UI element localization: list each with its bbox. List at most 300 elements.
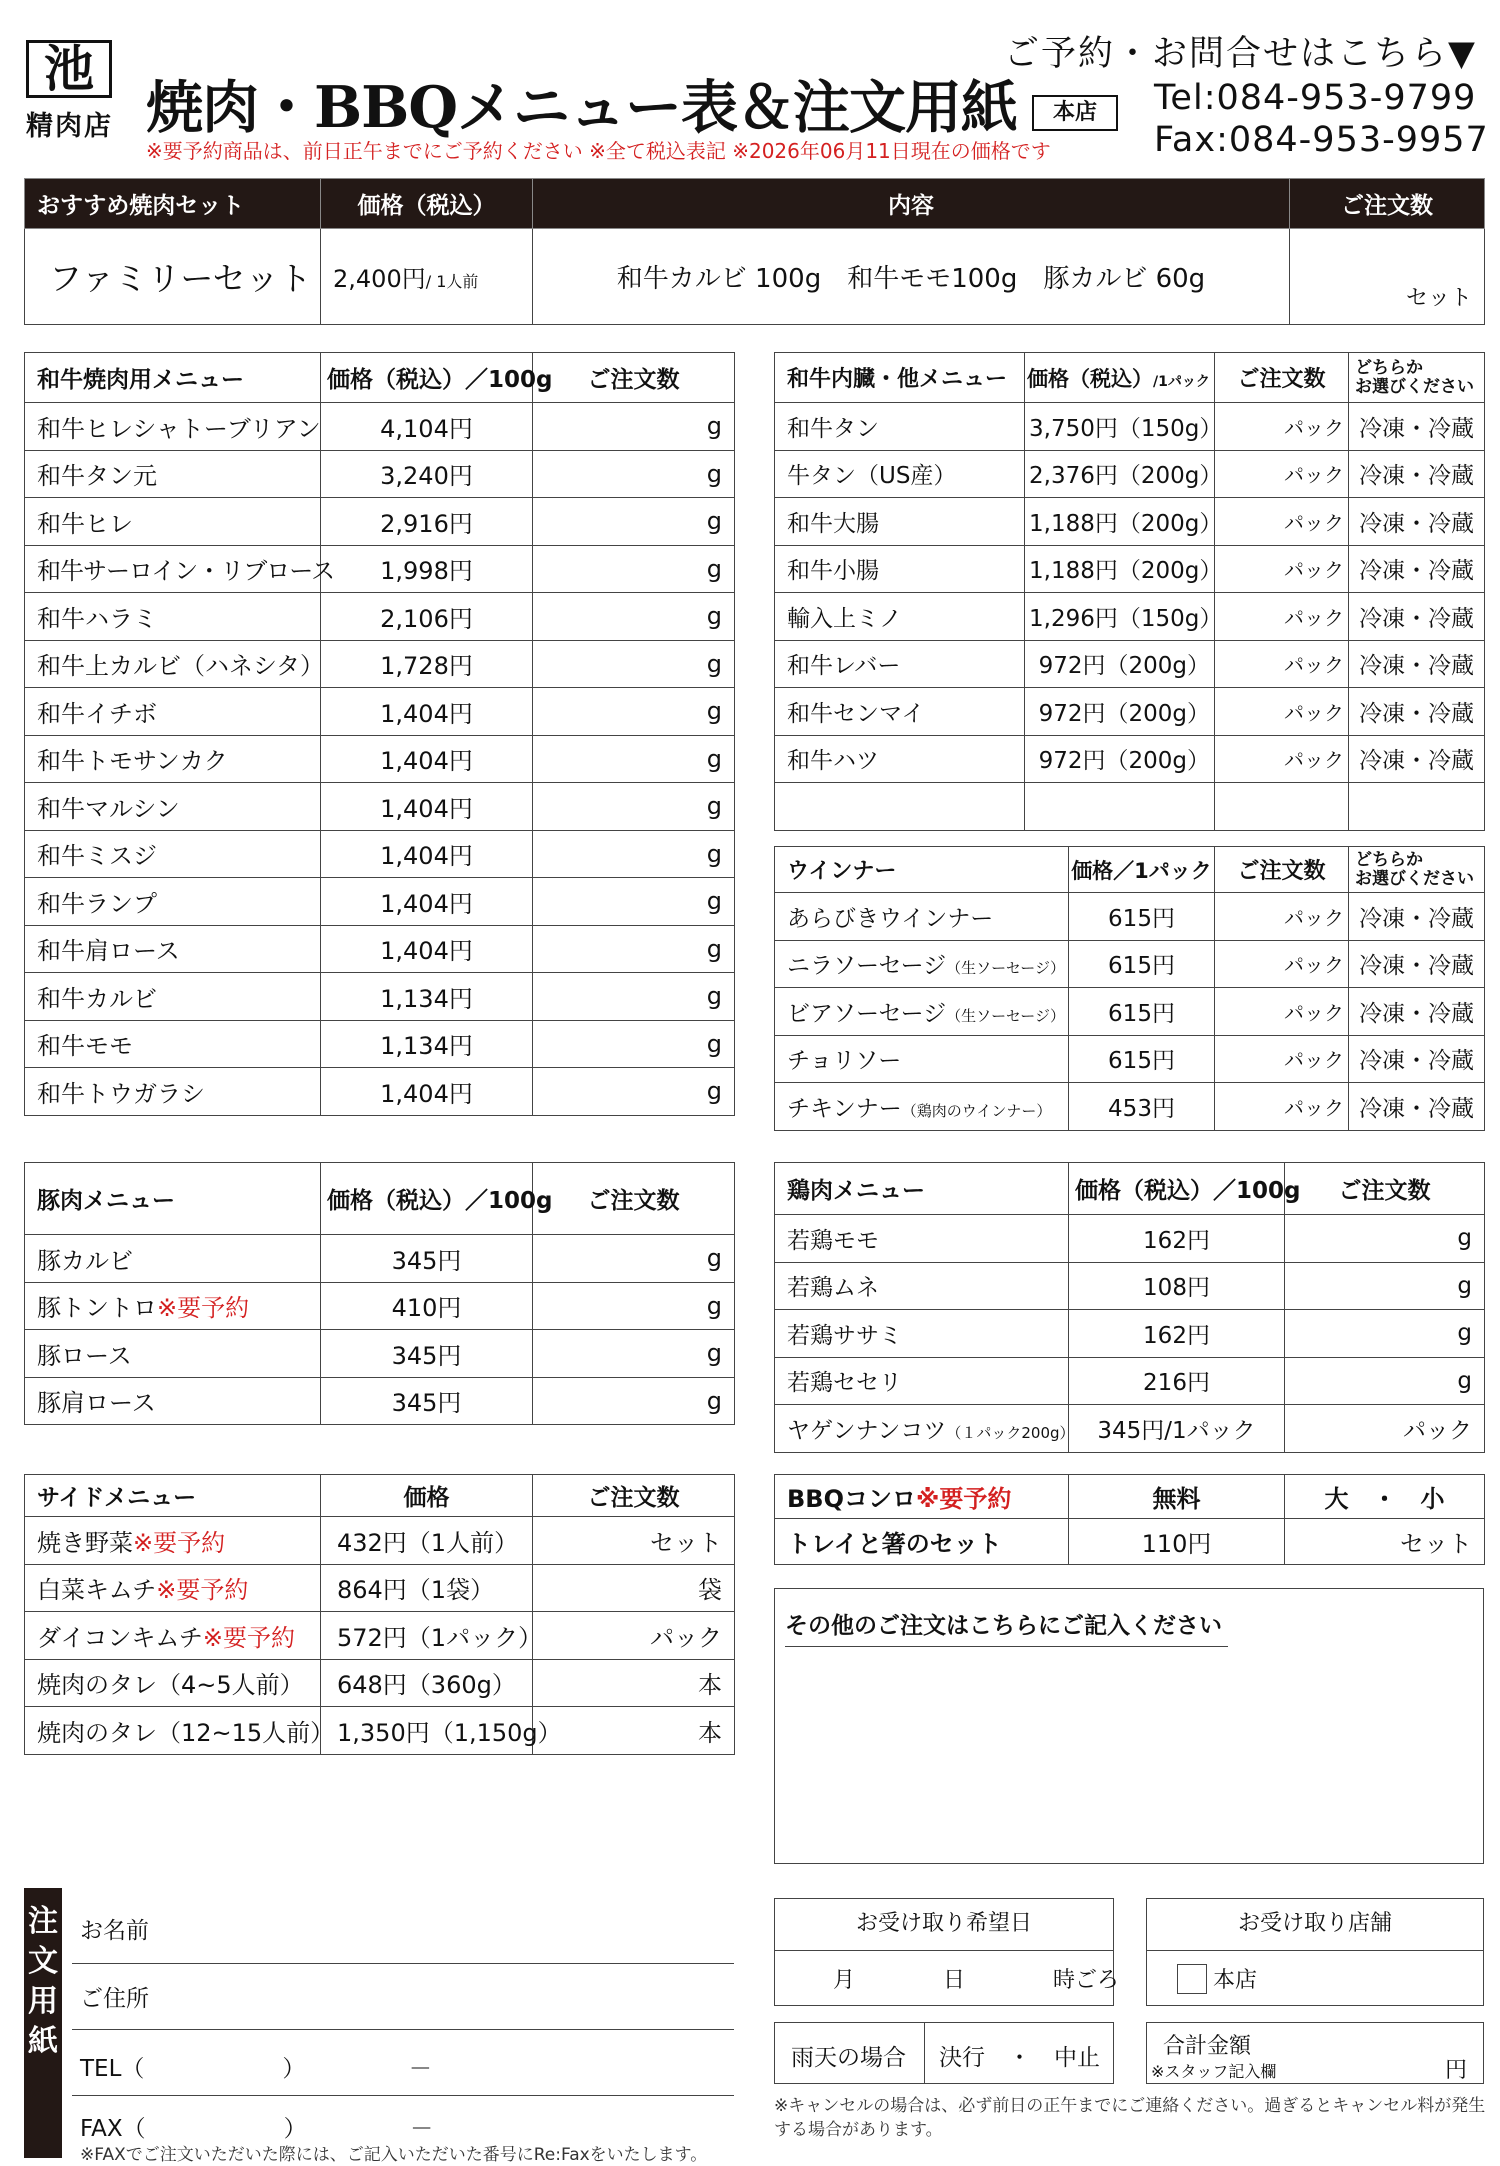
qty-input[interactable]: g [533,1235,735,1283]
item-price: 1,188円（200g） [1025,498,1215,546]
qty-input[interactable]: 袋 [533,1564,735,1612]
table-row [25,1020,735,1068]
item-name: チョリソー [787,1048,902,1075]
qty-input[interactable]: g [1285,1215,1485,1263]
qty-input[interactable]: g [533,925,735,973]
qty-input[interactable]: パック [1215,593,1349,641]
bbq-table [774,1474,1485,1565]
address-label: ご住所 [80,1986,149,2012]
pork-header-qty: ご注文数 [533,1163,735,1235]
table-row [775,545,1485,593]
item-price: 648円（360g） [321,1659,533,1707]
item-name: 輸入上ミノ [775,593,1025,641]
item-name: 和牛小腸 [775,545,1025,593]
store-logo [26,40,112,98]
side-header-name: サイドメニュー [25,1475,321,1517]
item-price: 1,404円 [321,688,533,736]
qty-input[interactable]: パック [1285,1405,1485,1453]
item-name-cell [775,1310,1069,1358]
pork-header-price: 価格（税込）／100g [321,1163,533,1235]
item-price: 615円 [1069,988,1215,1036]
table-row [25,593,735,641]
frozen-chilled-choice[interactable]: 冷凍・冷蔵 [1349,988,1485,1036]
item-price: 615円 [1069,1035,1215,1083]
frozen-chilled-choice[interactable]: 冷凍・冷蔵 [1349,940,1485,988]
set-header-price: 価格（税込） [321,179,533,229]
tel-number: Tel:084-953-9799 [1154,78,1477,118]
item-price: 615円 [1069,940,1215,988]
pork-header-name: 豚肉メニュー [25,1163,321,1235]
table-row [775,1357,1485,1405]
table-row [25,498,735,546]
wagyu-header-qty: ご注文数 [533,353,735,403]
side-header-qty: ご注文数 [533,1475,735,1517]
item-name-cell [25,1564,321,1612]
pickup-store-title: お受け取り店舗 [1147,1899,1483,1951]
table-row [775,1035,1485,1083]
item-price: 1,134円 [321,973,533,1021]
qty-input[interactable]: g [1285,1357,1485,1405]
table-row [25,830,735,878]
qty-input[interactable]: g [533,403,735,451]
table-row [25,640,735,688]
qty-input[interactable]: パック [1215,1035,1349,1083]
table-row [25,403,735,451]
table-row [25,878,735,926]
qty-input[interactable]: g [533,783,735,831]
item-name: 焼肉のタレ（4~5人前） [37,1671,304,1700]
side-label-char: 文 [28,1944,58,1979]
item-name: チキンナー [787,1095,902,1122]
chicken-table [774,1162,1485,1453]
item-note: （生ソーセージ） [946,1006,1065,1025]
item-name: 和牛モモ [25,1020,321,1068]
tray-price: 110円 [1069,1519,1285,1565]
item-price: 1,404円 [321,830,533,878]
total-unit: 円 [1444,2058,1467,2083]
pickup-date-box [774,1898,1120,2006]
item-price: 453円 [1069,1083,1215,1131]
store-option-label: 本店 [1213,1968,1258,1993]
item-name: 和牛ハラミ [25,593,321,641]
frozen-chilled-choice[interactable]: 冷凍・冷蔵 [1349,1083,1485,1131]
set-unit: セット [1405,286,1472,311]
chicken-header-price: 価格（税込）／100g [1069,1163,1285,1215]
item-price: 1,296円（150g） [1025,593,1215,641]
table-row [25,1235,735,1283]
reservation-note: ※要予約 [916,1485,1012,1513]
item-price: 345円 [321,1377,533,1425]
table-row [25,1330,735,1378]
bbq-size-choice[interactable]: 大 ・ 小 [1285,1475,1485,1519]
qty-input[interactable]: 本 [533,1707,735,1755]
bbq-stove-cell [775,1475,1069,1519]
item-name-cell [775,1215,1069,1263]
item-price: 345円 [321,1235,533,1283]
table-row [25,1659,735,1707]
table-row [775,450,1485,498]
qty-input[interactable]: パック [1215,735,1349,783]
reservation-note: ※要予約 [133,1528,226,1557]
item-name: 和牛トモサンカク [25,735,321,783]
qty-input[interactable]: g [533,830,735,878]
other-orders-textarea[interactable] [774,1588,1484,1864]
qty-input[interactable]: g [533,545,735,593]
frozen-chilled-choice[interactable]: 冷凍・冷蔵 [1349,593,1485,641]
item-name: 白菜キムチ [37,1576,157,1605]
qty-input[interactable]: g [533,688,735,736]
choose-label-2: お選びください [1355,868,1474,889]
offal-header-per: /1パック [1153,373,1210,390]
qty-input[interactable]: パック [1215,403,1349,451]
item-price: 864円（1袋） [321,1564,533,1612]
qty-input[interactable]: パック [1215,988,1349,1036]
wiener-header-name: ウインナー [775,847,1069,893]
table-row [775,403,1485,451]
item-name-cell [25,1282,321,1330]
qty-input[interactable]: パック [1215,640,1349,688]
bbq-stove-name: BBQコンロ [787,1485,916,1513]
item-name-cell [25,1517,321,1565]
fax-note: ※FAXでご注文いただいた際には、ご記入いただいた番号にRe:Faxをいたします。 [80,2145,708,2165]
item-name-cell [775,1083,1069,1131]
name-label: お名前 [80,1918,149,1944]
frozen-chilled-choice[interactable]: 冷凍・冷蔵 [1349,640,1485,688]
total-note: ※スタッフ記入欄 [1151,2062,1277,2081]
qty-input[interactable]: g [1285,1262,1485,1310]
item-price: 432円（1人前） [321,1517,533,1565]
item-name: 若鶏セセリ [787,1370,902,1397]
choose-label: どちらか [1355,357,1423,378]
item-name-cell [775,988,1069,1036]
qty-input[interactable]: g [533,878,735,926]
frozen-chilled-choice[interactable]: 冷凍・冷蔵 [1349,735,1485,783]
set-header-name: おすすめ焼肉セット [25,179,321,229]
item-name-cell [25,1330,321,1378]
item-price: 615円 [1069,893,1215,941]
item-price: 1,188円（200g） [1025,545,1215,593]
qty-input[interactable]: パック [1215,940,1349,988]
reservation-note: ※要予約 [156,1576,249,1605]
item-price: 972円（200g） [1025,688,1215,736]
item-name: 焼肉のタレ（12~15人前） [37,1718,335,1747]
qty-input[interactable]: g [533,450,735,498]
frozen-chilled-choice[interactable]: 冷凍・冷蔵 [1349,403,1485,451]
item-name: 和牛ランプ [25,878,321,926]
item-name: 和牛イチボ [25,688,321,736]
pork-table [24,1162,735,1425]
item-price: 2,376円（200g） [1025,450,1215,498]
item-name: ニラソーセージ [787,953,947,980]
item-price: 572円（1パック） [321,1612,533,1660]
item-name: 若鶏ムネ [787,1275,879,1302]
item-price: 1,404円 [321,878,533,926]
wiener-header-qty: ご注文数 [1215,847,1349,893]
item-name: 和牛上カルビ（ハネシタ） [25,640,321,688]
qty-input[interactable]: パック [1215,498,1349,546]
pickup-date-title: お受け取り希望日 [775,1899,1113,1951]
item-price: 108円 [1069,1262,1285,1310]
cancel-note: ※キャンセルの場合は、必ず前日の正午までにご連絡ください。過ぎるとキャンセル料が発生する場合があります。 [774,2096,1486,2140]
table-row-blank [775,783,1485,831]
qty-input[interactable]: g [533,640,735,688]
item-price: 1,998円 [321,545,533,593]
pickup-store-box [1146,1898,1484,2006]
qty-input[interactable]: g [533,1020,735,1068]
wiener-header-choose [1349,847,1485,893]
item-name: 焼き野菜 [37,1528,133,1557]
side-label-char: 用 [28,1984,58,2019]
item-price: 972円（200g） [1025,735,1215,783]
item-name: ヤゲンナンコツ [787,1417,947,1444]
chicken-header-name: 鶏肉メニュー [775,1163,1069,1215]
item-name: ビアソーセージ [787,1000,947,1027]
qty-input[interactable]: g [533,973,735,1021]
table-row [25,1282,735,1330]
page-title: 焼肉・BBQメニュー表＆注文用紙 [146,74,1018,141]
item-price: 162円 [1069,1310,1285,1358]
choose-label: どちらか [1355,849,1423,870]
set-content: 和牛カルビ 100g 和牛モモ100g 豚カルビ 60g [533,229,1290,325]
qty-input[interactable]: パック [1215,688,1349,736]
offal-header-qty: ご注文数 [1215,353,1349,403]
item-price: 1,404円 [321,783,533,831]
frozen-chilled-choice[interactable]: 冷凍・冷蔵 [1349,893,1485,941]
table-row [25,1707,735,1755]
item-price: 2,916円 [321,498,533,546]
name-field[interactable] [72,1888,734,1964]
item-name: 和牛タン元 [25,450,321,498]
fax-number: Fax:084-953-9957 [1154,120,1489,160]
item-name: 和牛ヒレシャトーブリアン [25,403,321,451]
item-price: 1,350円（1,150g） [321,1707,533,1755]
qty-input[interactable]: g [533,1068,735,1116]
tray-name: トレイと箸のセット [775,1519,1069,1565]
table-row [775,1405,1485,1453]
item-name-cell [25,1659,321,1707]
frozen-chilled-choice[interactable]: 冷凍・冷蔵 [1349,1035,1485,1083]
item-price: 162円 [1069,1215,1285,1263]
table-row [775,593,1485,641]
item-price: 3,750円（150g） [1025,403,1215,451]
set-name: ファミリーセット [25,229,321,325]
wiener-header-price: 価格／1パック [1069,847,1215,893]
qty-input[interactable]: g [533,1330,735,1378]
chicken-header-qty: ご注文数 [1285,1163,1485,1215]
item-name: 和牛カルビ [25,973,321,1021]
item-name-cell [25,1235,321,1283]
item-name: 和牛肩ロース [25,925,321,973]
item-name: 和牛ハツ [775,735,1025,783]
table-row [25,1517,735,1565]
qty-input[interactable]: g [533,593,735,641]
item-name: 豚トントロ [37,1294,157,1323]
item-name-cell [775,1405,1075,1453]
total-box[interactable] [1146,2022,1484,2084]
logo-mark: 池 [44,40,94,98]
tel-field[interactable] [72,2030,734,2096]
fax-label: FAX（ ） － [80,2116,434,2142]
reservation-note: ※要予約 [157,1294,250,1323]
reservation-note: ※要予約 [202,1623,295,1652]
item-name: 和牛大腸 [775,498,1025,546]
side-table [24,1474,735,1755]
qty-input[interactable]: パック [1215,893,1349,941]
item-price: 3,240円 [321,450,533,498]
choose-label-2: お選びください [1355,376,1474,397]
table-row [775,735,1485,783]
table-row [775,893,1485,941]
item-name: 豚ロース [37,1341,132,1370]
side-label-char: 紙 [28,2024,58,2059]
offal-header-price: 価格（税込） [1027,366,1153,391]
frozen-chilled-choice[interactable]: 冷凍・冷蔵 [1349,545,1485,593]
item-note: （鶏肉のウインナー） [901,1101,1052,1120]
qty-input[interactable]: パック [1215,545,1349,593]
address-field[interactable] [72,1964,734,2030]
qty-input[interactable]: パック [1215,1083,1349,1131]
item-price: 2,106円 [321,593,533,641]
table-row [25,735,735,783]
tel-label: TEL（ ） － [80,2056,432,2082]
rain-choice[interactable]: 決行 ・ 中止 [939,2045,1100,2071]
wagyu-header-name: 和牛焼肉用メニュー [25,353,321,403]
rain-box [774,2022,1114,2084]
table-row [775,1083,1485,1131]
item-name: 豚肩ロース [37,1389,156,1418]
table-row [25,688,735,736]
contact-heading: ご予約・お問合せはこちら▼ [1004,34,1477,74]
store-checkbox[interactable] [1177,1964,1207,1994]
table-row [25,545,735,593]
wiener-table [774,846,1485,1131]
notice-text: ※要予約商品は、前日正午までにご予約ください ※全て税込表記 ※2026年06月11日現在の価格です [146,139,1051,163]
item-price: 345円/1パック [1069,1405,1285,1453]
set-header-qty: ご注文数 [1290,179,1485,229]
item-name-cell [25,1377,321,1425]
item-name: 和牛センマイ [775,688,1025,736]
table-row [775,1475,1485,1519]
table-row [775,1310,1485,1358]
bbq-stove-price: 無料 [1069,1475,1285,1519]
offal-header-price-cell [1025,353,1215,403]
item-name: ダイコンキムチ [37,1623,203,1652]
item-name: 和牛サーロイン・リブロース [25,545,321,593]
item-price: 1,134円 [321,1020,533,1068]
set-price-unit: / 1人前 [425,272,479,291]
side-label-char: 注 [28,1904,58,1939]
frozen-chilled-choice[interactable]: 冷凍・冷蔵 [1349,450,1485,498]
item-name: 豚カルビ [37,1246,133,1275]
item-name: 牛タン（US産） [775,450,1025,498]
qty-input[interactable]: パック [533,1612,735,1660]
qty-input[interactable]: g [1285,1310,1485,1358]
set-price-cell [321,229,533,325]
item-name-cell [775,1035,1069,1083]
order-form-side-label [24,1888,62,2158]
store-badge: 本店 [1032,95,1118,131]
item-name-cell [25,1612,321,1660]
table-row [25,1068,735,1116]
set-header-content: 内容 [533,179,1290,229]
pickup-store-option [1147,1951,1483,1994]
table-row [775,988,1485,1036]
blank-cell[interactable] [1349,783,1485,831]
pickup-date-input[interactable]: 月 日 時ごろ [833,1968,1120,1993]
item-price: 216円 [1069,1357,1285,1405]
item-name: 和牛ヒレ [25,498,321,546]
item-name-cell [775,1357,1069,1405]
qty-input[interactable]: g [533,498,735,546]
item-price: 972円（200g） [1025,640,1215,688]
item-name-cell [25,1707,335,1755]
item-name: あらびきウインナー [787,905,994,932]
qty-input[interactable]: g [533,1377,735,1425]
offal-header-choose [1349,353,1485,403]
qty-input[interactable]: パック [1215,450,1349,498]
item-name-cell [775,1262,1069,1310]
qty-input[interactable]: g [533,735,735,783]
item-price: 410円 [321,1282,533,1330]
rain-label: 雨天の場合 [775,2023,925,2083]
item-price: 4,104円 [321,403,533,451]
item-name: 和牛レバー [775,640,1025,688]
item-name: 和牛トウガラシ [25,1068,321,1116]
qty-input[interactable]: g [533,1282,735,1330]
item-name: 和牛マルシン [25,783,321,831]
table-row [25,1612,735,1660]
item-name: 和牛ミスジ [25,830,321,878]
item-price: 345円 [321,1330,533,1378]
table-row [775,1262,1485,1310]
wagyu-header-price: 価格（税込）／100g [321,353,533,403]
qty-input[interactable]: セット [1285,1519,1485,1565]
set-price: 2,400円 [333,265,426,293]
frozen-chilled-choice[interactable]: 冷凍・冷蔵 [1349,688,1485,736]
table-row [25,1377,735,1425]
item-note: （１パック200g） [946,1423,1075,1442]
other-orders-title: その他のご注文はこちらにご記入ください [785,1607,1228,1647]
table-row [775,1519,1485,1565]
table-row [25,1564,735,1612]
offal-table [774,352,1485,831]
qty-input[interactable]: セット [533,1517,735,1565]
item-price: 1,404円 [321,1068,533,1116]
fax-field[interactable] [72,2096,734,2142]
logo-subtitle: 精肉店 [26,111,113,142]
wagyu-table [24,352,735,1116]
blank-cell[interactable] [775,783,1025,831]
item-name: 若鶏モモ [787,1227,879,1254]
item-name: 和牛タン [775,403,1025,451]
table-row [25,925,735,973]
blank-cell[interactable] [1215,783,1349,831]
item-name-cell [775,893,1069,941]
table-row [775,688,1485,736]
table-row [25,973,735,1021]
frozen-chilled-choice[interactable]: 冷凍・冷蔵 [1349,498,1485,546]
offal-header-name: 和牛内臓・他メニュー [775,353,1025,403]
set-qty-input[interactable] [1290,229,1485,325]
side-header-price: 価格 [321,1475,533,1517]
item-name-cell [775,940,1069,988]
item-note: （生ソーセージ） [946,959,1065,978]
table-row [25,783,735,831]
qty-input[interactable]: 本 [533,1659,735,1707]
table-row [25,450,735,498]
blank-cell[interactable] [1025,783,1215,831]
table-row [775,498,1485,546]
